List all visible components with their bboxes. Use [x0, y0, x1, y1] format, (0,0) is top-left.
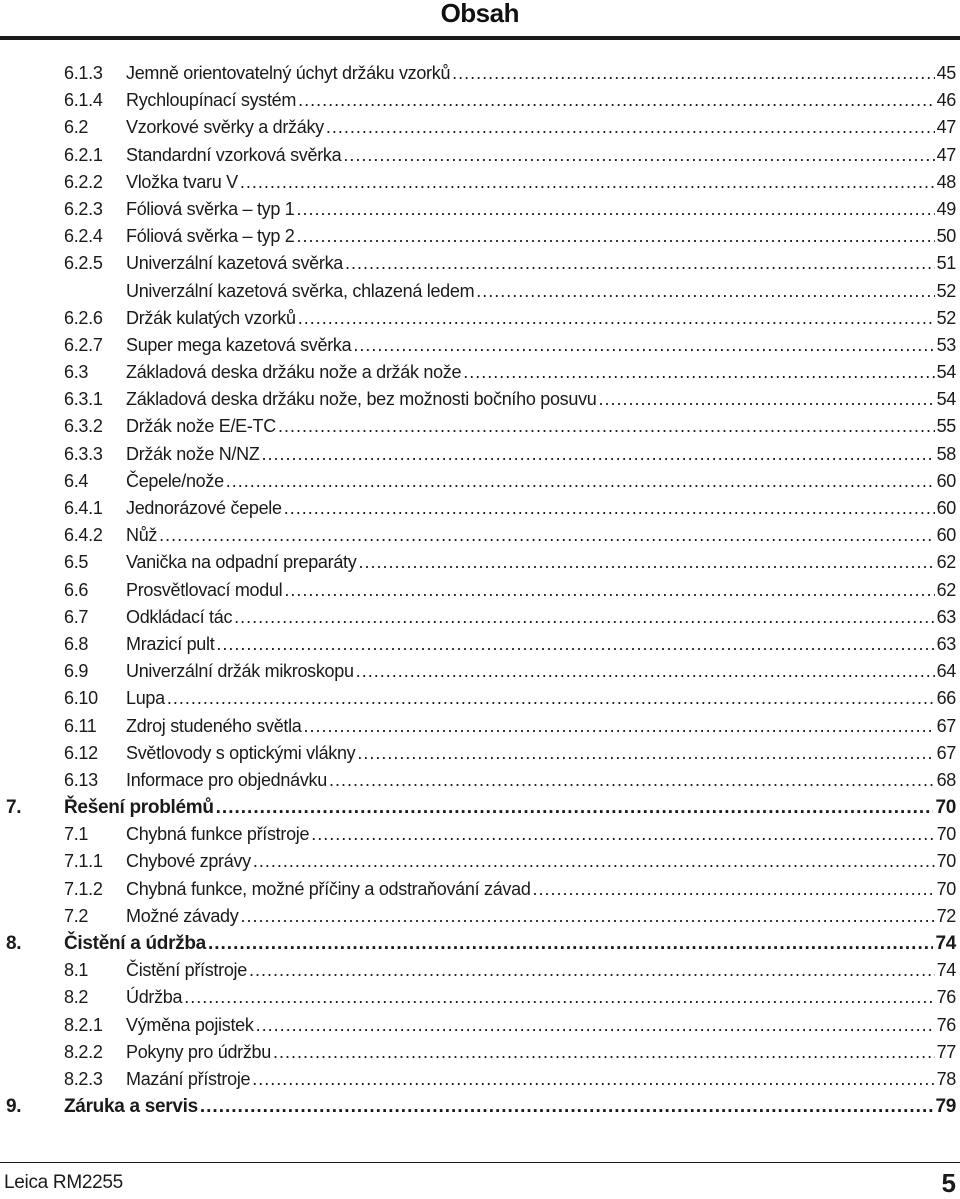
toc-page-number: 63 [936, 606, 956, 627]
toc-section-number: 6.2.4 [64, 226, 103, 247]
toc-row[interactable] [0, 1039, 960, 1066]
toc-entry [126, 332, 956, 359]
toc-entry-title: Standardní vzorková svěrka [126, 144, 342, 165]
toc-entry-title: Čepele/nože [126, 470, 224, 491]
toc-entry [126, 278, 956, 305]
toc-section-number: 8.2.3 [64, 1068, 103, 1089]
toc-section-number: 6.8 [64, 633, 89, 654]
toc-entry-title: Základová deska držáku nože a držák nože [126, 362, 462, 383]
toc-section-number: 8. [6, 933, 22, 954]
toc-entry [126, 305, 956, 332]
toc-page-number: 48 [936, 171, 956, 192]
footer-rule [0, 1162, 960, 1163]
toc-dot-leader [533, 876, 935, 903]
toc-dot-leader [452, 60, 934, 87]
toc-entry-title: Čistění přístroje [126, 960, 247, 981]
toc-dot-leader [356, 658, 935, 685]
toc-page-number: 52 [936, 307, 956, 328]
toc-page-number: 67 [936, 742, 956, 763]
toc-row[interactable] [0, 848, 960, 875]
toc-page-number: 74 [935, 933, 956, 954]
toc-row[interactable] [0, 60, 960, 87]
toc-section-number: 6.3.3 [64, 443, 103, 464]
toc-entry-title: Univerzální kazetová svěrka, chlazená ledem [126, 280, 475, 301]
toc-page-number: 47 [936, 117, 956, 138]
toc-entry [126, 223, 956, 250]
toc-dot-leader [353, 332, 934, 359]
toc-page-number: 60 [936, 498, 956, 518]
toc-dot-leader [216, 631, 934, 658]
toc-page-number: 54 [936, 389, 956, 410]
toc-page-number: 62 [936, 579, 956, 600]
toc-page-number: 77 [936, 1041, 956, 1062]
toc-entry [126, 903, 956, 930]
toc-entry-title: Rychloupínací systém [126, 90, 297, 111]
toc-dot-leader [278, 413, 935, 440]
toc-dot-leader [476, 278, 934, 305]
toc-dot-leader [345, 250, 935, 277]
toc-dot-leader [284, 495, 935, 522]
toc-page-number: 72 [936, 905, 956, 926]
toc-entry [126, 359, 956, 386]
toc-page-number: 62 [936, 552, 956, 573]
toc-row[interactable] [0, 468, 960, 495]
toc-entry-title: Základová deska držáku nože, bez možnosti bočního posuvu [126, 389, 597, 410]
toc-dot-leader [167, 685, 935, 712]
toc-dot-leader [240, 903, 934, 930]
toc-page-number: 55 [936, 416, 956, 437]
toc-section-number: 6.4 [64, 470, 89, 491]
toc-chapter-row[interactable] [0, 1093, 960, 1120]
toc-dot-leader [262, 441, 935, 468]
toc-page-number: 45 [936, 63, 956, 83]
toc-entry [64, 794, 956, 821]
toc-dot-leader [304, 713, 935, 740]
toc-entry-title: Odkládací tác [126, 606, 233, 627]
toc-entry [126, 631, 956, 658]
toc-page-number: 68 [936, 769, 956, 790]
toc-entry-title: Jemně orientovatelný úchyt držáku vzorků [126, 63, 451, 83]
toc-section-number: 7.2 [64, 905, 89, 926]
toc-entry [126, 250, 956, 277]
toc-row[interactable] [0, 604, 960, 631]
toc-row[interactable] [0, 1012, 960, 1039]
toc-dot-leader [216, 794, 934, 821]
toc-row[interactable] [0, 87, 960, 114]
toc-page-number: 76 [936, 987, 956, 1008]
toc-row[interactable] [0, 713, 960, 740]
toc-entry [126, 876, 956, 903]
toc-row[interactable] [0, 903, 960, 930]
toc-row[interactable] [0, 767, 960, 794]
toc-entry-title: Nůž [126, 525, 158, 546]
toc-row[interactable] [0, 957, 960, 984]
toc-entry-title: Záruka a servis [64, 1096, 198, 1118]
toc-entry-title: Výměna pojistek [126, 1014, 254, 1035]
toc-row[interactable] [0, 1066, 960, 1093]
toc-entry [126, 767, 956, 794]
toc-entry [126, 468, 956, 495]
toc-page-number: 79 [935, 1096, 956, 1118]
toc-entry [126, 604, 956, 631]
toc-page-number: 64 [936, 661, 956, 682]
toc-page-number: 78 [936, 1068, 956, 1089]
toc-entry-title: Pokyny pro údržbu [126, 1041, 271, 1062]
toc-page-number: 66 [936, 688, 956, 709]
toc-page-number: 60 [936, 525, 956, 546]
toc-page-number: 74 [936, 960, 956, 981]
toc-entry-title: Informace pro objednávku [126, 769, 327, 790]
toc-entry [126, 821, 956, 848]
toc-page-number: 70 [936, 851, 956, 872]
toc-section-number: 6.2 [64, 117, 89, 138]
footer-product-name: Leica RM2255 [4, 1172, 123, 1193]
toc-entry [126, 577, 956, 604]
toc-dot-leader [208, 930, 934, 957]
toc-dot-leader [252, 1066, 934, 1093]
toc-section-number: 6.2.1 [64, 144, 103, 165]
toc-row[interactable] [0, 250, 960, 277]
toc-dot-leader [159, 522, 934, 549]
toc-entry [126, 984, 956, 1011]
toc-section-number: 8.1 [64, 960, 89, 981]
toc-row[interactable] [0, 631, 960, 658]
toc-page-number: 63 [936, 633, 956, 654]
toc-entry [126, 1066, 956, 1093]
toc-row[interactable] [0, 441, 960, 468]
toc-dot-leader [311, 821, 934, 848]
toc-entry [126, 848, 956, 875]
toc-dot-leader [284, 577, 934, 604]
toc-page-number: 70 [936, 824, 956, 845]
toc-chapter-row[interactable] [0, 930, 960, 957]
toc-dot-leader [249, 957, 935, 984]
toc-row[interactable] [0, 196, 960, 223]
toc-entry [126, 87, 956, 114]
toc-entry [126, 658, 956, 685]
toc-section-number: 7.1.2 [64, 878, 103, 899]
toc-page-number: 50 [936, 226, 956, 247]
toc-entry [126, 549, 956, 576]
toc-row[interactable] [0, 223, 960, 250]
toc-entry-title: Chybové zprávy [126, 851, 251, 872]
toc-section-number: 6.2.2 [64, 171, 103, 192]
toc-section-number: 6.5 [64, 552, 89, 573]
toc-row[interactable] [0, 577, 960, 604]
toc-section-number: 6.10 [64, 688, 98, 709]
toc-page-number: 52 [936, 280, 956, 301]
toc-row[interactable] [0, 305, 960, 332]
toc-chapter-row[interactable] [0, 794, 960, 821]
toc-entry-title: Fóliová svěrka – typ 2 [126, 226, 295, 247]
toc-dot-leader [226, 468, 935, 495]
toc-dot-leader [357, 740, 934, 767]
toc-dot-leader [326, 114, 935, 141]
toc-entry-title: Univerzální kazetová svěrka [126, 253, 343, 274]
toc-dot-leader [296, 196, 934, 223]
toc-row[interactable] [0, 495, 960, 522]
toc-row[interactable] [0, 169, 960, 196]
toc-entry [126, 196, 956, 223]
toc-entry-title: Mrazicí pult [126, 633, 215, 654]
toc-entry [126, 495, 956, 522]
toc-entry-title: Fóliová svěrka – typ 1 [126, 198, 295, 219]
toc-section-number: 6.3.1 [64, 389, 103, 410]
toc-dot-leader [298, 87, 935, 114]
toc-section-number: 6.6 [64, 579, 89, 600]
table-of-contents [0, 60, 960, 1120]
toc-dot-leader [240, 169, 935, 196]
toc-section-number: 8.2 [64, 987, 89, 1008]
toc-entry-title: Vzorkové svěrky a držáky [126, 117, 324, 138]
toc-row[interactable] [0, 142, 960, 169]
toc-section-number: 6.13 [64, 769, 98, 790]
toc-page-number: 70 [936, 878, 956, 899]
toc-page-number: 70 [935, 797, 956, 819]
toc-entry-title: Vanička na odpadní preparáty [126, 552, 357, 573]
toc-page-number: 76 [936, 1014, 956, 1035]
toc-row[interactable] [0, 821, 960, 848]
toc-section-number: 6.2.5 [64, 253, 103, 274]
toc-section-number: 7. [6, 797, 22, 819]
toc-entry [126, 685, 956, 712]
toc-dot-leader [200, 1093, 934, 1120]
toc-row[interactable] [0, 114, 960, 141]
toc-section-number: 6.12 [64, 742, 98, 763]
toc-row[interactable] [0, 549, 960, 576]
toc-entry-title: Čistění a údržba [64, 933, 206, 954]
toc-dot-leader [253, 848, 935, 875]
toc-page-number: 60 [936, 470, 956, 491]
toc-row[interactable] [0, 685, 960, 712]
toc-row[interactable] [0, 359, 960, 386]
toc-row[interactable] [0, 658, 960, 685]
toc-entry-title: Super mega kazetová svěrka [126, 334, 352, 355]
toc-entry-title: Univerzální držák mikroskopu [126, 661, 354, 682]
toc-section-number: 6.1.3 [64, 63, 103, 83]
toc-row[interactable] [0, 522, 960, 549]
toc-section-number: 6.3.2 [64, 416, 103, 437]
toc-page-number: 46 [936, 90, 956, 111]
toc-entry-title: Jednorázové čepele [126, 498, 282, 518]
toc-page-number: 47 [936, 144, 956, 165]
toc-page-number: 49 [936, 198, 956, 219]
toc-row[interactable] [0, 984, 960, 1011]
toc-entry [64, 930, 956, 957]
toc-entry [126, 386, 956, 413]
toc-page-number: 54 [936, 362, 956, 383]
toc-section-number: 6.2.6 [64, 307, 103, 328]
toc-section-number: 7.1 [64, 824, 89, 845]
toc-section-number: 8.2.2 [64, 1041, 103, 1062]
toc-entry [126, 1039, 956, 1066]
toc-dot-leader [273, 1039, 935, 1066]
toc-section-number: 6.2.3 [64, 198, 103, 219]
toc-row[interactable] [0, 413, 960, 440]
toc-entry-title: Držák kulatých vzorků [126, 307, 296, 328]
toc-row[interactable] [0, 740, 960, 767]
toc-entry-title: Lupa [126, 688, 165, 709]
toc-entry-title: Mazání přístroje [126, 1068, 251, 1089]
toc-page-number: 53 [936, 334, 956, 355]
toc-row[interactable] [0, 386, 960, 413]
toc-dot-leader [463, 359, 934, 386]
toc-dot-leader [599, 386, 935, 413]
toc-entry-title: Vložka tvaru V [126, 171, 238, 192]
page-title: Obsah [440, 0, 519, 28]
toc-section-number: 6.2.7 [64, 334, 103, 355]
toc-entry [64, 1093, 956, 1120]
toc-entry [126, 740, 956, 767]
toc-section-number: 6.11 [64, 715, 97, 736]
toc-entry [126, 522, 956, 549]
toc-entry [126, 1012, 956, 1039]
toc-row[interactable] [0, 332, 960, 359]
page-footer [0, 1162, 960, 1198]
toc-section-number: 9. [6, 1096, 22, 1118]
toc-entry-title: Držák nože N/NZ [126, 443, 260, 464]
toc-entry [126, 114, 956, 141]
toc-entry [126, 169, 956, 196]
toc-dot-leader [234, 604, 934, 631]
toc-section-number: 7.1.1 [64, 851, 103, 872]
toc-entry-title: Údržba [126, 987, 183, 1008]
toc-row[interactable] [0, 278, 960, 305]
toc-entry [126, 142, 956, 169]
toc-dot-leader [256, 1012, 935, 1039]
toc-section-number: 6.3 [64, 362, 89, 383]
toc-entry [126, 60, 956, 87]
toc-entry-title: Zdroj studeného světla [126, 715, 302, 736]
toc-row[interactable] [0, 876, 960, 903]
toc-dot-leader [296, 223, 934, 250]
toc-page-number: 51 [936, 253, 956, 274]
toc-page-number: 58 [936, 443, 956, 464]
toc-page-number: 67 [936, 715, 956, 736]
toc-entry-title: Chybná funkce, možné příčiny a odstraňování závad [126, 878, 531, 899]
toc-dot-leader [329, 767, 935, 794]
toc-section-number: 6.4.2 [64, 525, 103, 546]
toc-entry [126, 957, 956, 984]
toc-entry [126, 413, 956, 440]
footer-page-number: 5 [941, 1168, 956, 1198]
toc-section-number: 8.2.1 [64, 1014, 103, 1035]
toc-entry-title: Držák nože E/E-TC [126, 416, 276, 437]
toc-section-number: 6.9 [64, 661, 89, 682]
toc-entry-title: Světlovody s optickými vlákny [126, 742, 356, 763]
toc-section-number: 6.4.1 [64, 498, 103, 518]
toc-entry-title: Chybná funkce přístroje [126, 824, 310, 845]
toc-entry-title: Řešení problémů [64, 797, 214, 819]
toc-section-number: 6.7 [64, 606, 89, 627]
toc-entry-title: Možné závady [126, 905, 239, 926]
page-header [0, 0, 960, 40]
toc-section-number: 6.1.4 [64, 90, 103, 111]
toc-dot-leader [184, 984, 934, 1011]
toc-entry-title: Prosvětlovací modul [126, 579, 283, 600]
toc-entry [126, 441, 956, 468]
header-rule [0, 36, 960, 40]
toc-dot-leader [298, 305, 935, 332]
toc-dot-leader [358, 549, 934, 576]
toc-entry [126, 713, 956, 740]
toc-dot-leader [343, 142, 934, 169]
